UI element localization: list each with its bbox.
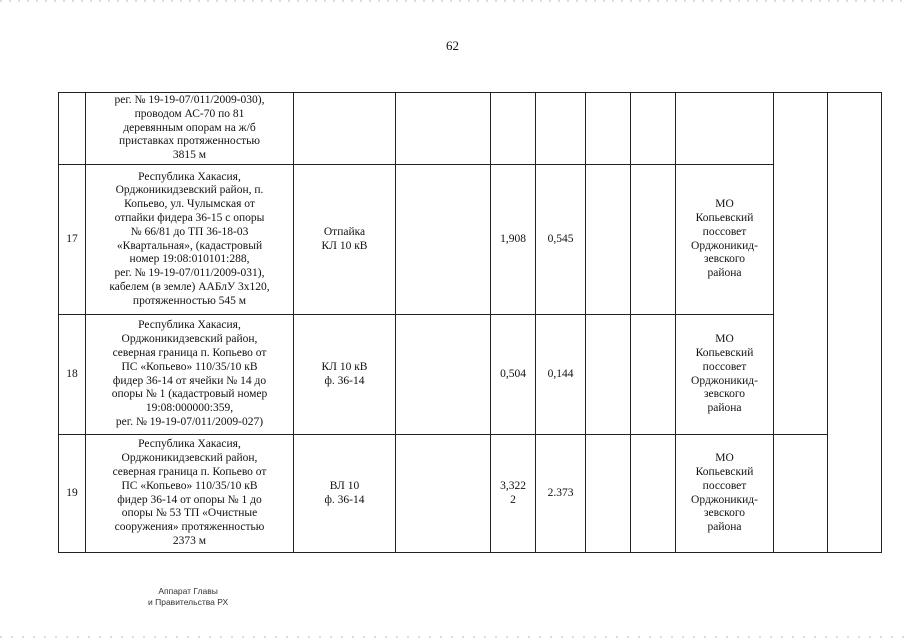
empty-cell [396,435,491,553]
owner-line: Копьевский [695,465,754,478]
owner-cell [676,435,774,553]
description-line: № 66/81 до ТП 36-18-03 [130,225,249,238]
description-line: Республика Хакасия, [138,319,241,332]
empty-cell [774,435,828,553]
description-line: ПС «Копьево» 110/35/10 кВ [121,479,258,492]
description-line: северная граница п. Копьево от [112,465,267,478]
owner-line: района [707,521,742,534]
empty-cell [536,93,586,165]
description-cell [86,93,294,165]
empty-cell [774,93,828,435]
empty-cell [631,93,676,165]
empty-cell [491,93,536,165]
value-a-line: 3,322 [500,479,526,492]
owner-line: зевского [703,507,746,520]
row-number: 19 [59,435,86,553]
description-line: сооружения» протяженностью [114,521,265,534]
description-line: Республика Хакасия, [138,438,241,451]
empty-cell [586,315,631,435]
value-b-cell: 2.373 [536,435,586,553]
description-cell [86,165,294,315]
description-line: приставках протяженностью [119,135,260,148]
property-table [58,92,882,553]
line-type-cell [294,315,396,435]
line-type-line: ф. 36-14 [324,374,365,387]
owner-line: района [707,267,742,280]
line-type-line: КЛ 10 кВ [321,360,368,373]
description-line: 3815 м [172,149,207,162]
owner-line: Орджоникид- [691,239,758,252]
table-row-continuation [59,93,882,165]
value-a-line: 0,504 [500,367,526,380]
empty-cell [631,435,676,553]
description-line: Орджоникидзевский район, [121,452,258,465]
owner-cell [676,315,774,435]
row-number: 18 [59,315,86,435]
owner-line: района [707,402,742,415]
owner-line: МО [715,333,734,346]
row-number: 17 [59,165,86,315]
description-line: Орджоникидзевский район, п. [115,184,264,197]
description-line: ПС «Копьево» 110/35/10 кВ [121,360,258,373]
description-line: протяженностью 545 м [132,294,247,307]
value-b-cell: 0,545 [536,165,586,315]
table-row [59,165,882,315]
description-line: опоры № 53 ТП «Очистные [121,507,258,520]
value-a-line: 2 [510,493,516,506]
value-a-line: 1,908 [500,232,526,245]
value-a-cell [491,165,536,315]
value-a-cell [491,315,536,435]
description-line: рег. № 19-19-07/011/2009-031), [114,267,265,280]
empty-cell [396,315,491,435]
empty-cell [396,165,491,315]
description-line: Копьево, ул. Чулымская от [124,198,255,211]
description-line: фидер 36-14 от опоры № 1 до [117,493,262,506]
description-line: северная граница п. Копьево от [112,346,267,359]
value-a-cell [491,435,536,553]
description-cell [86,435,294,553]
owner-line: зевского [703,388,746,401]
owner-line: МО [715,198,734,211]
value-b-cell: 0,144 [536,315,586,435]
empty-cell [586,435,631,553]
description-cell [86,315,294,435]
page-number: 62 [446,38,459,53]
empty-cell [828,93,882,553]
description-line: 2373 м [172,534,207,547]
owner-line: Орджоникид- [691,374,758,387]
owner-line: поссовет [702,479,747,492]
empty-cell [396,93,491,165]
empty-cell [631,315,676,435]
office-stamp [148,586,228,608]
description-line: опоры № 1 (кадастровый номер [111,388,268,401]
owner-line: Копьевский [695,211,754,224]
empty-cell [586,165,631,315]
description-line: рег. № 19-19-07/011/2009-027) [115,415,264,428]
description-line: проводом АС-70 по 81 [134,107,245,120]
stamp-line: Аппарат Главы [158,586,218,596]
line-type-cell [294,435,396,553]
owner-line: поссовет [702,360,747,373]
line-type-line: КЛ 10 кВ [321,239,368,252]
owner-line: МО [715,452,734,465]
owner-line: Копьевский [695,346,754,359]
empty-cell [294,93,396,165]
empty-cell [586,93,631,165]
description-line: номер 19:08:010101:288, [129,253,250,266]
description-line: 19:08:000000:359, [145,402,234,415]
description-line: Республика Хакасия, [138,170,241,183]
description-line: отпайки фидера 36-15 с опоры [114,211,265,224]
description-line: кабелем (в земле) ААБлУ 3х120, [109,280,270,293]
line-type-line: ВЛ 10 [329,479,360,492]
description-line: рег. № 19-19-07/011/2009-030), [114,94,265,106]
empty-cell [631,165,676,315]
description-line: деревянным опорам на ж/б [123,121,256,134]
description-line: «Квартальная», (кадастровый [116,239,263,252]
owner-line: поссовет [702,225,747,238]
line-type-cell [294,165,396,315]
number-cell [59,93,86,165]
scan-edge-bottom [0,636,905,638]
description-line: Орджоникидзевский район, [121,333,258,346]
description-line: фидер 36-14 от ячейки № 14 до [112,374,267,387]
owner-line: Орджоникид- [691,493,758,506]
line-type-line: ф. 36-14 [324,493,365,506]
line-type-line: Отпайка [323,225,366,238]
stamp-line: и Правительства РХ [148,597,229,607]
empty-cell [676,93,774,165]
owner-line: зевского [703,253,746,266]
scan-edge-top [0,0,905,2]
table-row [59,315,882,435]
owner-cell [676,165,774,315]
table-row [59,435,882,553]
